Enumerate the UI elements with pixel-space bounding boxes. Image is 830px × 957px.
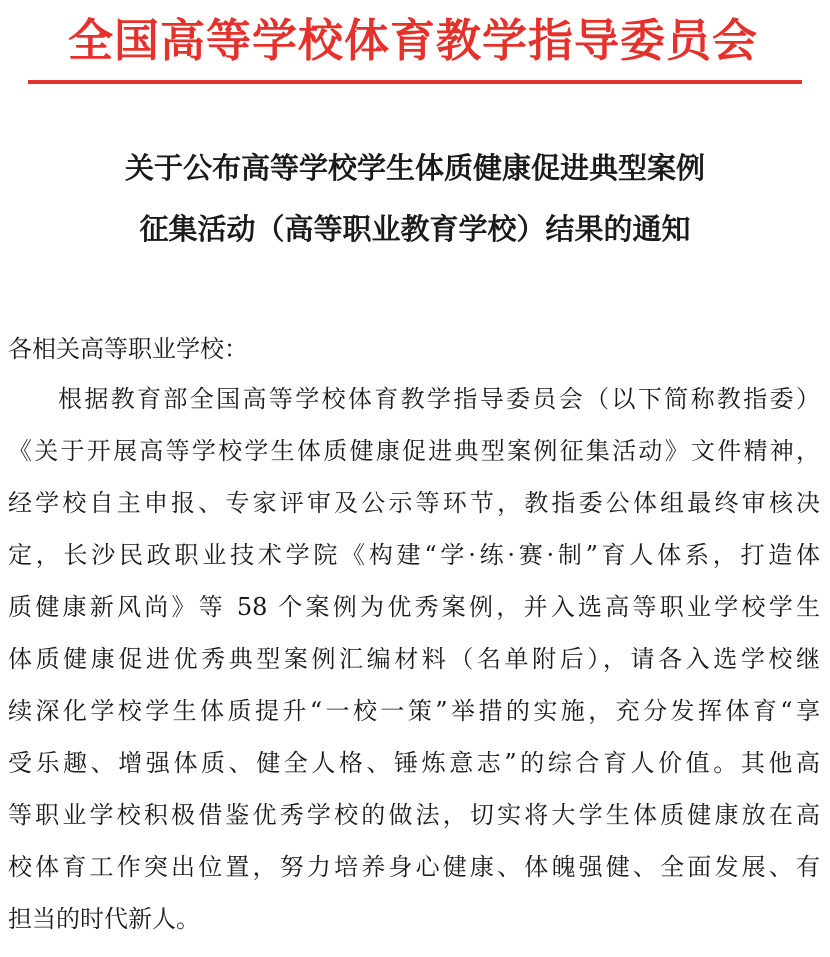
body-paragraph-line: 体质健康促进优秀典型案例汇编材料（名单附后），请各入选学校继: [8, 645, 820, 673]
body-paragraph-line: 质健康新风尚》等 58 个案例为优秀案例，并入选高等职业学校学生: [8, 593, 820, 621]
body-paragraph-line: 等职业学校积极借鉴优秀学校的做法，切实将大学生体质健康放在高: [8, 801, 820, 829]
body-paragraph-line: 续深化学校学生体质提升“一校一策”举措的实施，充分发挥体育“享: [8, 697, 820, 725]
body-paragraph-line: 《关于开展高等学校学生体质健康促进典型案例征集活动》文件精神，: [8, 437, 820, 465]
body-paragraph-line: 受乐趣、增强体质、健全人格、锤炼意志”的综合育人价值。其他高: [8, 749, 820, 777]
body-paragraph-line: 担当的时代新人。: [8, 905, 200, 933]
body-paragraph-line: 根据教育部全国高等学校体育教学指导委员会（以下简称教指委）: [58, 385, 820, 413]
body-paragraph-line: 校体育工作突出位置，努力培养身心健康、体魄强健、全面发展、有: [8, 853, 820, 881]
salutation: 各相关高等职业学校：: [8, 335, 248, 363]
letterhead-org-name: 全国高等学校体育教学指导委员会: [67, 14, 758, 67]
notice-title-line-2: 征集活动（高等职业教育学校）结果的通知: [139, 212, 691, 246]
letterhead-divider: [28, 80, 802, 84]
body-paragraph-line: 经学校自主申报、专家评审及公示等环节，教指委公体组最终审核决: [8, 489, 820, 517]
notice-title-line-1: 关于公布高等学校学生体质健康促进典型案例: [124, 151, 705, 185]
body-paragraph-line: 定，长沙民政职业技术学院《构建“学·练·赛·制”育人体系，打造体: [8, 541, 820, 569]
